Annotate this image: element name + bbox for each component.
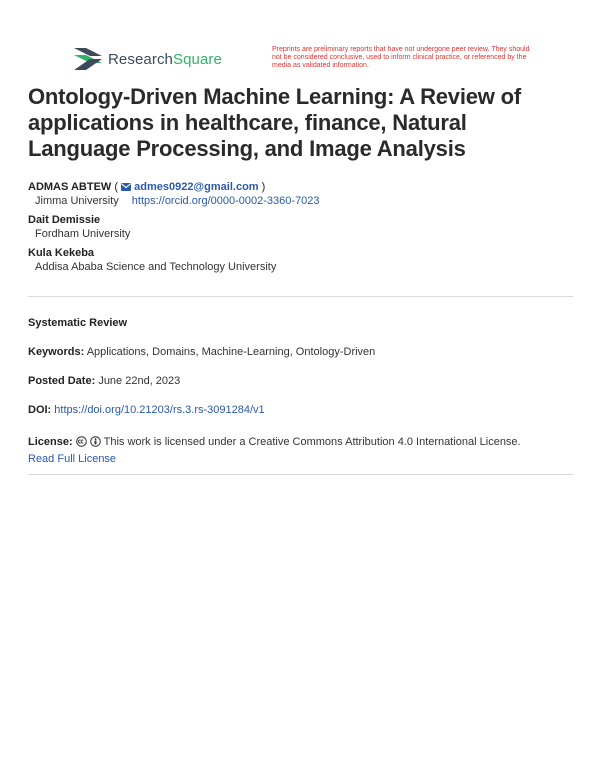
license-row [28,434,573,468]
keywords-value: Applications, Domains, Machine-Learning, Ontology-Driven [86,346,376,358]
attribution-icon [90,436,101,447]
author-3-affiliation-line [28,260,320,274]
doi-link[interactable]: https://doi.org/10.21203/rs.3.rs-3091284/v1 [54,404,265,416]
author-affiliation: Jimma University [35,195,119,207]
license-label: License: [28,436,73,448]
author-email: admes0922@gmail.com [134,181,259,193]
author-1 [28,180,320,194]
license-text: This work is licensed under a Creative Commons Attribution 4.0 International License. [103,436,521,448]
divider-bottom [28,474,573,475]
author-name: Kula Kekeba [28,247,95,259]
email-close-paren: ) [258,181,266,193]
doi-label: DOI: [28,404,52,416]
brand-name-part2: Square [173,50,222,68]
email-open-paren: ( [114,181,122,193]
author-name: ADMAS ABTEW [28,181,112,193]
paper-title: Ontology-Driven Machine Learning: A Review of applications in healthcare, finance, Natural Language Processing, and Image Analysis [28,84,521,161]
keywords-label: Keywords: [28,346,85,358]
doi-row [28,404,265,416]
divider-top [28,296,573,297]
posted-date-label: Posted Date: [28,375,96,387]
author-name: Dait Demissie [28,214,101,226]
author-2-affiliation-line [28,227,320,241]
article-type [28,317,127,329]
research-square-logo [74,48,222,70]
author-affiliation: Addisa Ababa Science and Technology University [35,261,277,273]
creative-commons-icon [76,436,87,447]
author-affiliation: Fordham University [35,228,131,240]
author-list [28,180,320,279]
brand-name [108,51,222,68]
preprint-disclaimer: Preprints are preliminary reports that have not undergone peer review. They should not be considered conclusive, used to inform clinical practice, or referenced by the media as validated information. [272,46,530,70]
author-2 [28,213,320,227]
read-full-license-link[interactable]: Read Full License [28,453,117,465]
keywords-row [28,346,375,358]
posted-date-row [28,375,180,387]
author-3 [28,246,320,260]
brand-name-part1: Research [108,50,173,68]
author-1-affiliation-line [28,194,320,208]
author-email-link[interactable] [121,181,258,193]
research-square-logo-icon [74,48,102,70]
envelope-icon [121,183,131,191]
posted-date-value: June 22nd, 2023 [98,375,181,387]
article-type-value: Systematic Review [28,317,128,329]
orcid-link[interactable]: https://orcid.org/0000-0002-3360-7023 [131,195,320,207]
